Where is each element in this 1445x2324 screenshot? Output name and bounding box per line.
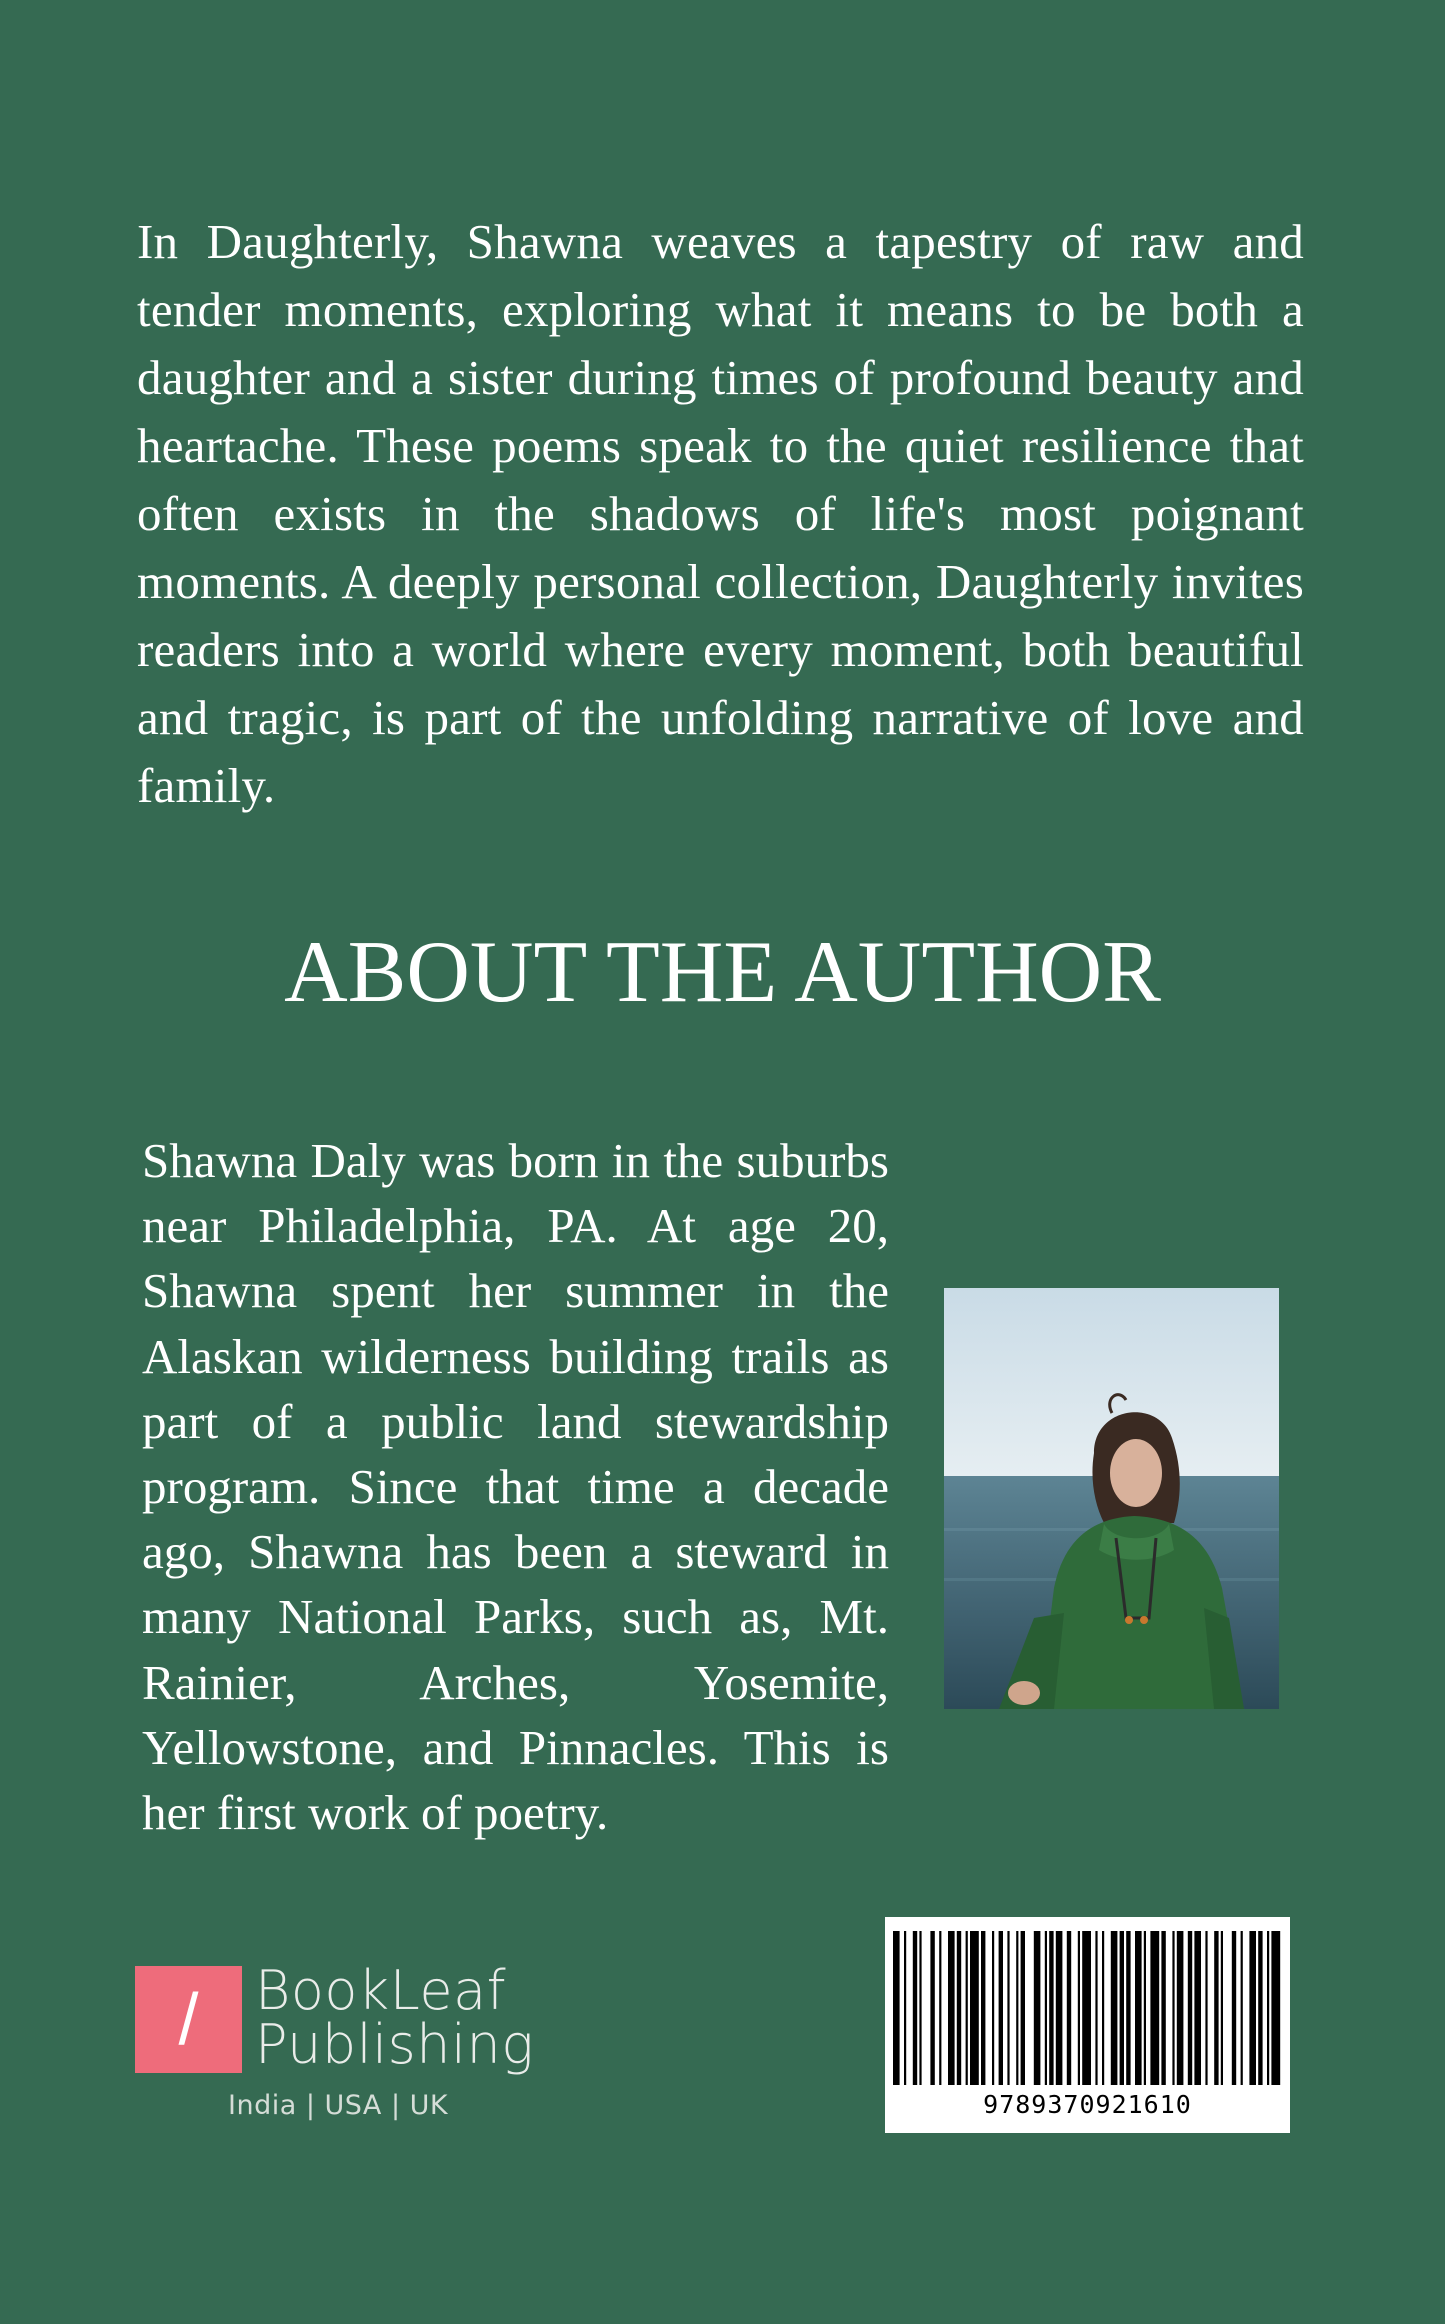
author-photo: [944, 1288, 1279, 1709]
isbn-number: 9789370921610: [983, 2090, 1192, 2119]
logo-mark-icon: [135, 1966, 242, 2073]
publisher-name-line1: BookLeaf: [255, 1959, 507, 2022]
book-blurb: In Daughterly, Shawna weaves a tapestry of raw and tender moments, exploring what it means to be both a daughter and a sister during times of profound beauty and heartache. These poems speak to the quiet resilience that often exists in the shadows of life's most poignant moments. A deeply personal collection, Daughterly invites readers into a world where every moment, both beautiful and tragic, is part of the unfolding narrative of love and family.: [137, 214, 1304, 813]
logo-slash: /: [178, 1979, 199, 2060]
publisher-logo: [135, 1959, 535, 2132]
author-bio: Shawna Daly was born in the suburbs near Philadelphia, PA. At age 20, Shawna spent her summer in the Alaskan wilderness building trails as part of a public land stewardship program. Since that time a decade ago, Shawna has been a steward in many National Parks, such as, Mt. Rainier, Arches, Yosemite, Yellowstone, and Pinnacles. This is her first work of poetry.: [142, 1133, 889, 1841]
about-the-author-heading: ABOUT THE AUTHOR: [284, 924, 1161, 1021]
publisher-regions: India | USA | UK: [228, 2090, 449, 2121]
isbn-barcode: [885, 1917, 1290, 2133]
publisher-name-line2: Publishing: [255, 2013, 535, 2076]
